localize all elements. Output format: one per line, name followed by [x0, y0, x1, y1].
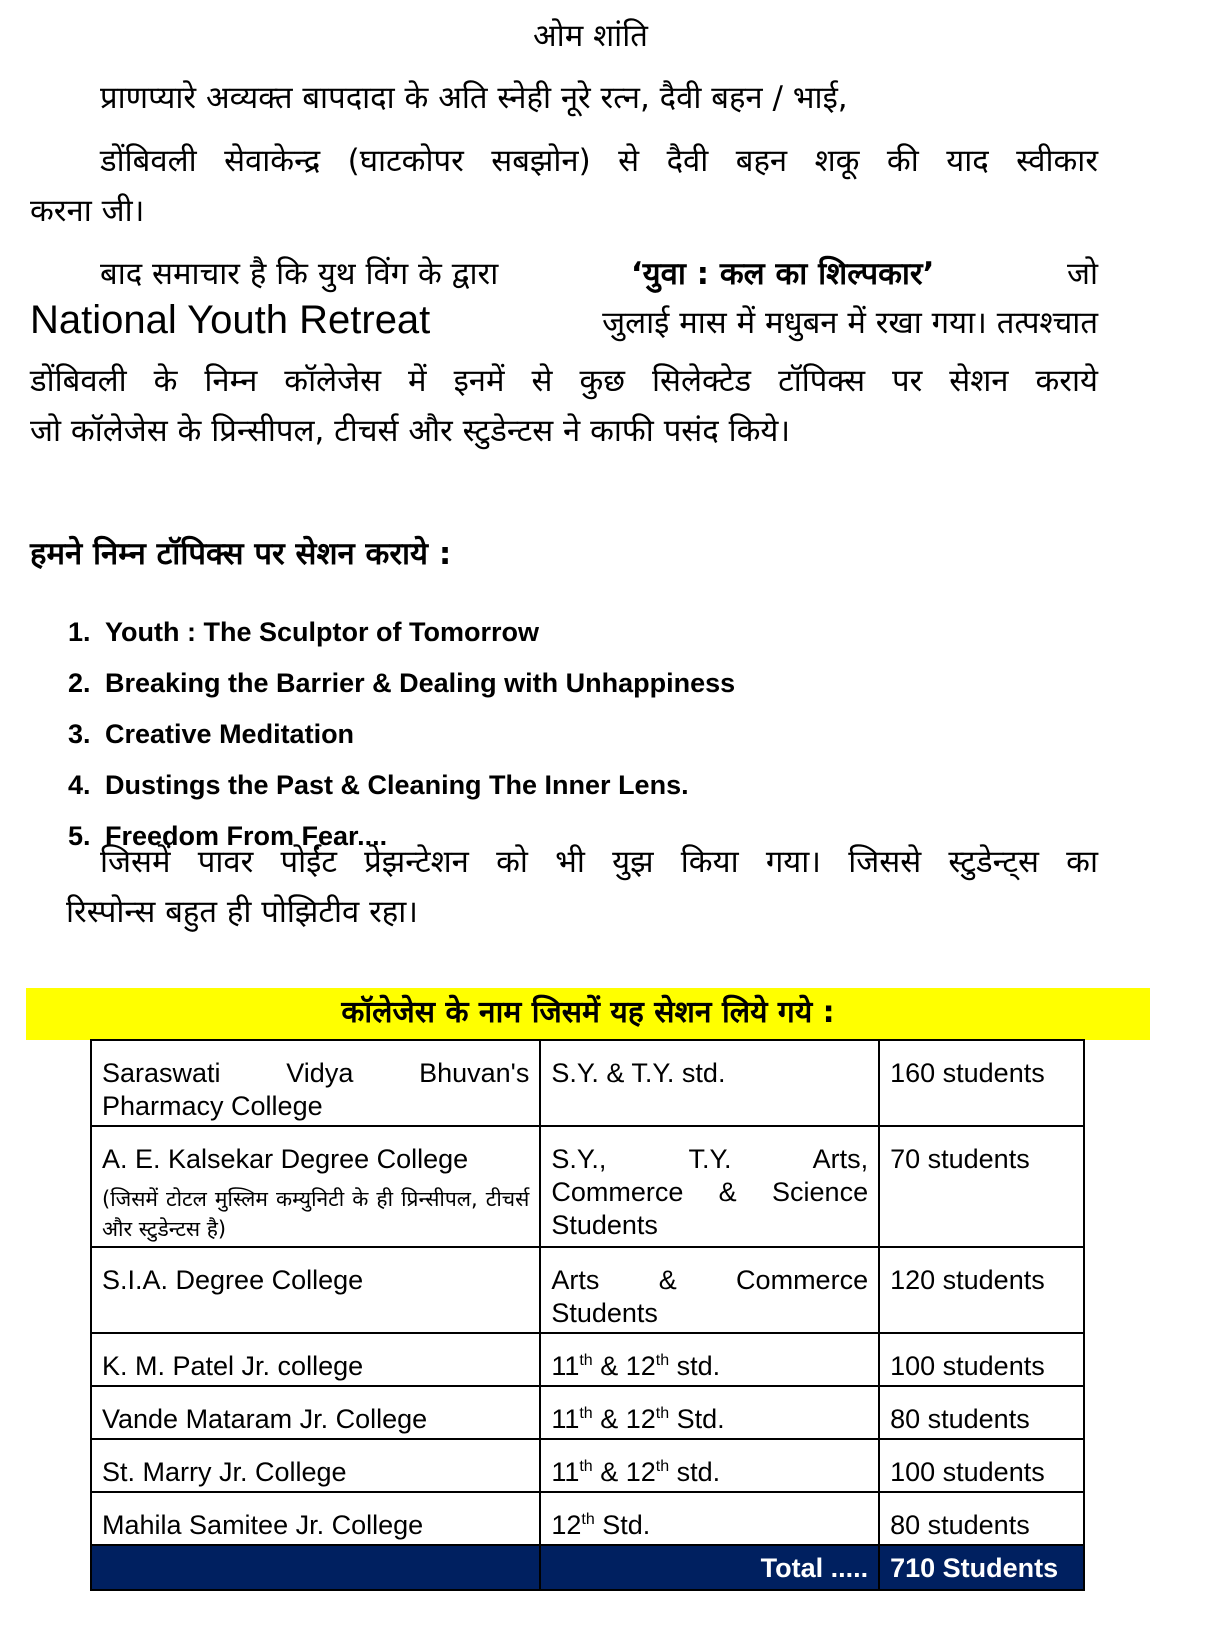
news-english-title: National Youth Retreat: [30, 298, 431, 342]
students-cell: 160 students: [879, 1040, 1084, 1126]
news-line-3: डोंबिवली के निम्न कॉलेजेस में इनमें से कुछ सिलेक्टेड टॉपिक्स पर सेशन कराये: [30, 363, 1098, 399]
news-line-4: जो कॉलेजेस के प्रिन्सीपल, टीचर्स और स्टुडेन्टस ने काफी पसंद किये।: [30, 413, 791, 449]
college-name-cell: St. Marry Jr. College: [91, 1439, 540, 1492]
topics-heading: हमने निम्न टॉपिक्स पर सेशन कराये :: [30, 536, 452, 572]
salutation: प्राणप्यारे अव्यक्त बापदादा के अति स्नेही नूरे रत्न, दैवी बहन / भाई,: [100, 80, 848, 116]
students-cell: 80 students: [879, 1386, 1084, 1439]
college-name-cell: A. E. Kalsekar Degree College (जिसमें टोटल मुस्लिम कम्युनिटी के ही प्रिन्सीपल, टीचर्स और स्टुडेन्टस है): [91, 1126, 540, 1247]
news-line-1-suffix: जो: [1066, 256, 1098, 292]
letter-header: ओम शांति: [533, 18, 648, 54]
class-cell: Arts & Commerce Students: [540, 1247, 879, 1333]
topics-list: [68, 618, 735, 873]
college-name-cell: K. M. Patel Jr. college: [91, 1333, 540, 1386]
news-line-2-rest: जुलाई मास में मधुबन में रखा गया। तत्पश्चात: [602, 305, 1098, 341]
class-cell: 11th & 12th Std.: [540, 1386, 879, 1439]
table-row: [91, 1492, 1084, 1545]
class-cell: 11th & 12th std.: [540, 1333, 879, 1386]
topic-item: 5. Freedom From Fear....: [68, 821, 388, 851]
total-empty-cell: [91, 1545, 540, 1590]
news-line-1: [100, 252, 1098, 294]
class-cell: S.Y. & T.Y. std.: [540, 1040, 879, 1126]
news-line-2: [30, 298, 1098, 343]
students-cell: 80 students: [879, 1492, 1084, 1545]
table-row: [91, 1040, 1084, 1126]
table-row: [91, 1439, 1084, 1492]
topic-item: 4. Dustings the Past & Cleaning The Inner Lens.: [68, 770, 689, 800]
topic-item: 3. Creative Meditation: [68, 719, 355, 749]
table-row: [91, 1386, 1084, 1439]
table-row: [91, 1126, 1084, 1247]
news-line-1-quote: ‘युवा : कल का शिल्पकार’: [630, 256, 935, 292]
students-cell: 100 students: [879, 1333, 1084, 1386]
college-name-cell: Saraswati Vidya Bhuvan's Pharmacy College: [91, 1040, 540, 1126]
table-row: [91, 1247, 1084, 1333]
total-row: [91, 1545, 1084, 1590]
colleges-table: [90, 1039, 1085, 1591]
college-name-cell: Vande Mataram Jr. College: [91, 1386, 540, 1439]
students-cell: 70 students: [879, 1126, 1084, 1247]
colleges-banner: कॉलेजेस के नाम जिसमें यह सेशन लिये गये :: [26, 988, 1150, 1040]
presentation-line-2: रिस्पोन्स बहुत ही पोझिटीव रहा।: [66, 894, 418, 930]
class-cell: 12th Std.: [540, 1492, 879, 1545]
students-cell: 120 students: [879, 1247, 1084, 1333]
class-cell: 11th & 12th std.: [540, 1439, 879, 1492]
table-row: [91, 1333, 1084, 1386]
news-line-1-prefix: बाद समाचार है कि युथ विंग के द्वारा: [100, 256, 499, 292]
students-cell: 100 students: [879, 1439, 1084, 1492]
college-name-cell: Mahila Samitee Jr. College: [91, 1492, 540, 1545]
college-note: (जिसमें टोटल मुस्लिम कम्युनिटी के ही प्रिन्सीपल, टीचर्स और स्टुडेन्टस है): [102, 1187, 530, 1241]
topic-item: 2. Breaking the Barrier & Dealing with Unhappiness: [68, 668, 736, 698]
college-name-cell: S.I.A. Degree College: [91, 1247, 540, 1333]
topic-item: 1. Youth : The Sculptor of Tomorrow: [68, 617, 539, 647]
total-label: Total .....: [540, 1545, 879, 1590]
intro-line-1: डोंबिवली सेवाकेन्द्र (घाटकोपर सबझोन) से दैवी बहन शकू की याद स्वीकार: [100, 143, 1098, 179]
intro-line-2: करना जी।: [30, 193, 145, 229]
class-cell: S.Y., T.Y. Arts, Commerce & Science Students: [540, 1126, 879, 1247]
total-value: 710 Students: [879, 1545, 1084, 1590]
presentation-line-1: जिसमें पावर पोईंट प्रेझन्टेशन को भी युझ किया गया। जिससे स्टुडेन्ट्स का: [100, 844, 1098, 880]
